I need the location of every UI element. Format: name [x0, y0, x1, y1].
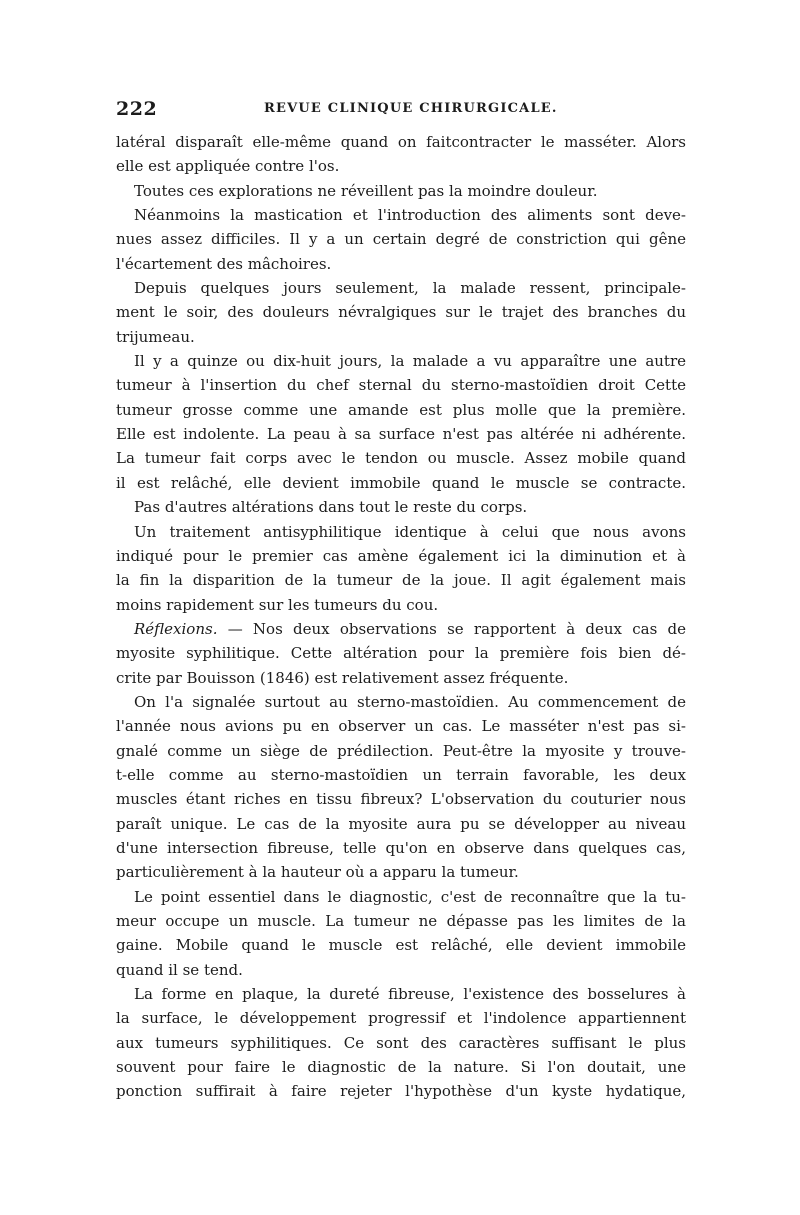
- reflexions-label: Réflexions.: [134, 619, 218, 638]
- text-line: La forme en plaque, la dureté fibreuse, l'existence des bosselures à: [134, 985, 686, 1004]
- page-header: [116, 98, 686, 124]
- body-text: [116, 130, 686, 1104]
- text-line: la fin la disparition de la tumeur de la joue. Il agit également mais: [116, 571, 686, 590]
- text-line: la surface, le développement progressif et l'indolence appartiennent: [116, 1009, 686, 1028]
- text-line: Il y a quinze ou dix-huit jours, la malade a vu apparaître une autre: [134, 352, 686, 371]
- text-line: latéral disparaît elle-même quand on faitcontracter le masséter. Alors: [116, 133, 686, 151]
- text-line: meur occupe un muscle. La tumeur ne dépasse pas les limites de la: [116, 912, 686, 930]
- text-line: tumeur grosse comme une amande est plus molle que la première.: [116, 400, 686, 419]
- text-line: moins rapidement sur les tumeurs du cou.: [116, 595, 439, 614]
- reflexions-text: — Nos deux observations se rapportent à deux cas de: [227, 619, 686, 638]
- text-line: t-elle comme au sterno-mastoïdien un terrain favorable, les deux: [116, 765, 686, 784]
- text-line: crite par Bouisson (1846) est relativement assez fréquente.: [116, 668, 569, 687]
- text-line: Néanmoins la mastication et l'introduction des aliments sont deve-: [134, 206, 686, 225]
- text-line: l'écartement des mâchoires.: [116, 254, 332, 273]
- text-line: l'année nous avions pu en observer un cas. Le masséter n'est pas si-: [116, 717, 686, 736]
- text-line: Pas d'autres altérations dans tout le reste du corps.: [134, 498, 528, 517]
- text-line: Le point essentiel dans le diagnostic, c'est de reconnaître que la tu-: [134, 887, 686, 906]
- text-line: Elle est indolente. La peau à sa surface n'est pas altérée ni adhérente.: [116, 425, 686, 444]
- text-line: On l'a signalée surtout au sterno-mastoïdien. Au commencement de: [134, 692, 686, 711]
- text-line: paraît unique. Le cas de la myosite aura pu se développer au niveau: [116, 814, 686, 833]
- text-line: quand il se tend.: [116, 960, 243, 979]
- text-line: il est relâché, elle devient immobile quand le muscle se contracte.: [116, 473, 686, 492]
- text-line: elle est appliquée contre l'os.: [116, 157, 340, 176]
- text-line: aux tumeurs syphilitiques. Ce sont des caractères suffisant le plus: [116, 1033, 686, 1052]
- text-line: particulièrement à la hauteur où a apparu la tumeur.: [116, 863, 519, 882]
- text-line: ponction suffirait à faire rejeter l'hypothèse d'un kyste hydatique,: [116, 1082, 686, 1101]
- text-line: gaine. Mobile quand le muscle est relâché, elle devient immobile: [116, 936, 686, 955]
- page-number: 222: [116, 98, 158, 120]
- running-title: REVUE CLINIQUE CHIRURGICALE.: [264, 101, 558, 116]
- text-line: indiqué pour le premier cas amène également ici la diminution et à: [116, 546, 686, 565]
- text-line: La tumeur fait corps avec le tendon ou muscle. Assez mobile quand: [116, 449, 686, 468]
- text-line: Toutes ces explorations ne réveillent pas la moindre douleur.: [134, 181, 598, 200]
- text-line: tumeur à l'insertion du chef sternal du sterno-mastoïdien droit Cette: [116, 376, 686, 395]
- text-line: myosite syphilitique. Cette altération pour la première fois bien dé-: [116, 644, 686, 663]
- text-line: Un traitement antisyphilitique identique à celui que nous avons: [134, 522, 686, 541]
- text-line: Depuis quelques jours seulement, la malade ressent, principale-: [134, 279, 686, 298]
- text-line: trijumeau.: [116, 327, 195, 346]
- text-line-reflexions: [116, 617, 686, 641]
- text-line: nues assez difficiles. Il y a un certain degré de constriction qui gêne: [116, 230, 686, 249]
- text-line: ment le soir, des douleurs névralgiques sur le trajet des branches du: [116, 303, 686, 322]
- text-line: gnalé comme un siège de prédilection. Peut-être la myosite y trouve-: [116, 741, 686, 760]
- text-line: d'une intersection fibreuse, telle qu'on en observe dans quelques cas,: [116, 838, 686, 857]
- text-line: muscles étant riches en tissu fibreux? L'observation du couturier nous: [116, 790, 686, 809]
- text-line: souvent pour faire le diagnostic de la nature. Si l'on doutait, une: [116, 1058, 686, 1077]
